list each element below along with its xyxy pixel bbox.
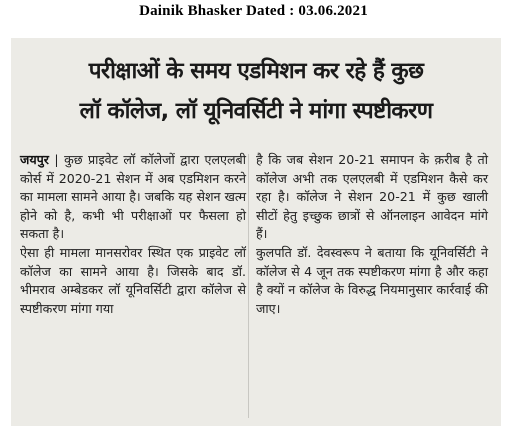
dateline: जयपुर	[20, 152, 49, 167]
news-clipping	[11, 38, 501, 426]
article-paragraph-2: ऐसा ही मामला मानसरोवर स्थित एक प्राइवेट लॉ कॉलेज का सामने आया है। जिसके बाद डॉ. भीमराव अम्बेडकर लॉ यूनिवर्सिटी द्वारा कॉलेज से स्पष्टीकरण मांगा गया	[20, 244, 246, 316]
newspaper-caption: Dainik Bhasker Dated : 03.06.2021	[139, 3, 368, 19]
column-divider	[248, 154, 249, 418]
article-column-left	[20, 151, 246, 318]
article-paragraph-3: है कि जब सेशन 20-21 समापन के क़रीब है तो कॉलेज अभी तक एलएलबी में एडमिशन कैसे कर रहा है। कॉलेज ने सेशन 20-21 में कुछ खाली सीटों हेतु इच्छुक छात्रों से ऑनलाइन आवेदन मांगे हैं।	[256, 152, 488, 242]
headline-line-1: परीक्षाओं के समय एडमिशन कर रहे हैं कुछ	[88, 58, 424, 84]
article-paragraph-4: कुलपति डॉ. देवस्वरूप ने बताया कि यूनिवर्सिटी ने कॉलेज से 4 जून तक स्पष्टीकरण मांगा है और कहा है क्यों न कॉलेज के विरुद्ध नियमानुसार कार्रवाई की जाए।	[256, 244, 488, 316]
paragraph-text: कुछ प्राइवेट लॉ कॉलेजों द्वारा एलएलबी कोर्स में 2020-21 सेशन में अब एडमिशन करने का मामला सामने आया है। जबकि यह सेशन खत्म होने को है, कभी भी परीक्षाओं पर फैसला हो सकता है।	[20, 152, 246, 242]
headline-line-2: लॉ कॉलेज, लॉ यूनिवर्सिटी ने मांगा स्पष्टीकरण	[79, 98, 433, 124]
dateline-separator: |	[48, 152, 65, 167]
article-column-right	[256, 151, 488, 318]
article-paragraph-1	[20, 151, 246, 244]
